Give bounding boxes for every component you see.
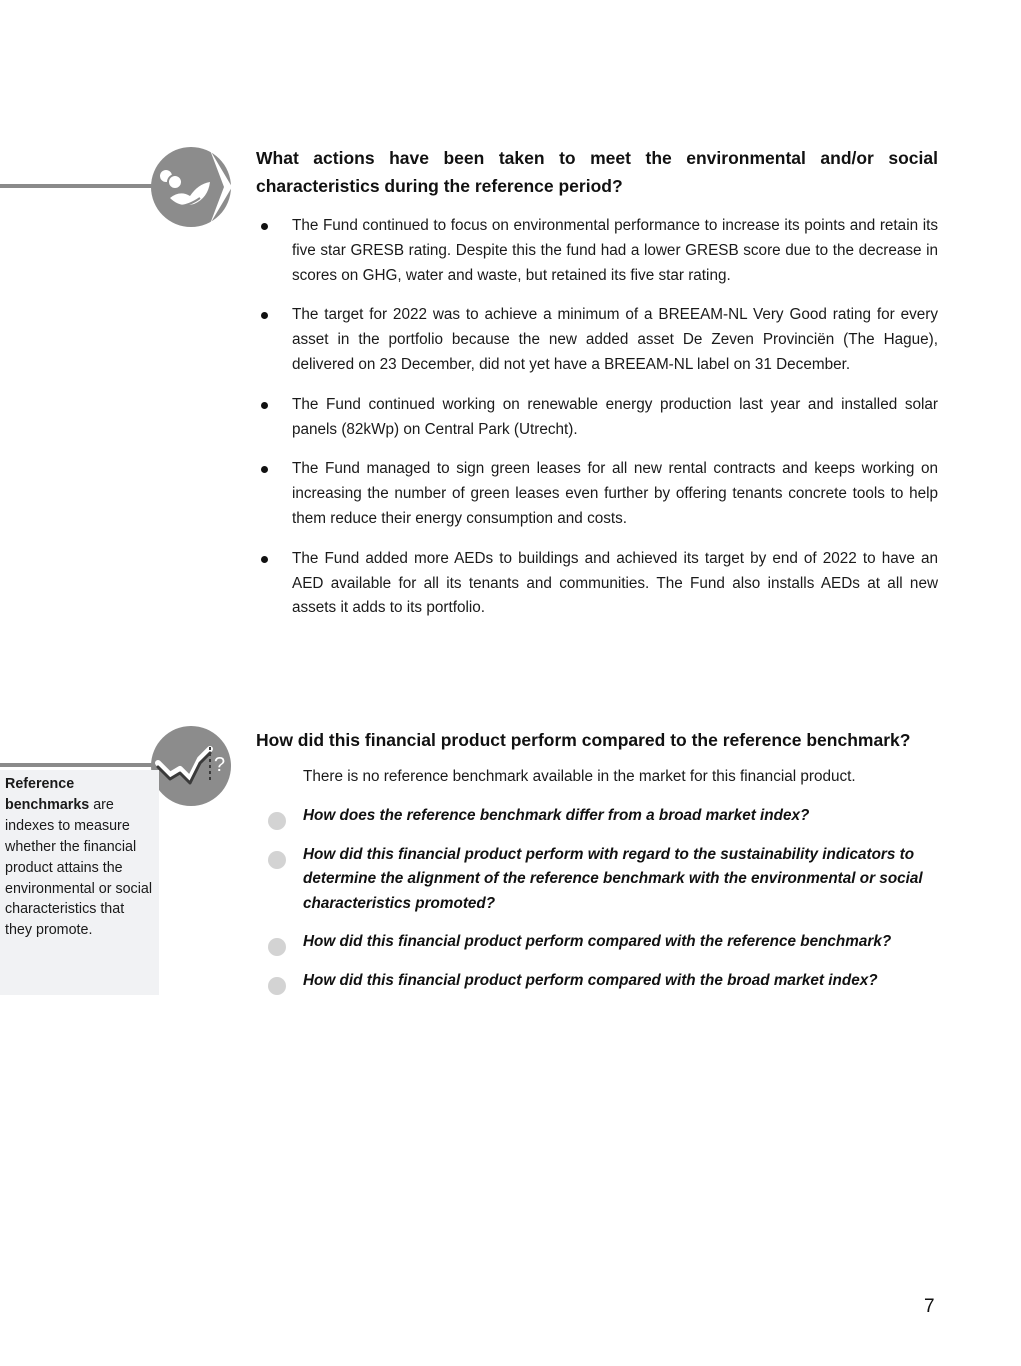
list-item: The target for 2022 was to achieve a minimum of a BREEAM-NL Very Good rating for every asset in the portfolio because the new added asset De Zeven Provinciën (The Hague), delivered on 23 December, did not yet have a BREEAM-NL label on 31 December. — [256, 303, 938, 377]
list-item: How does the reference benchmark differ from a broad market index? — [266, 804, 946, 829]
bullet-icon — [261, 223, 268, 230]
benchmark-question-list — [266, 804, 946, 1007]
list-item: How did this financial product perform compared with the broad market index? — [266, 969, 946, 994]
actions-bullet-list — [256, 214, 938, 636]
grey-bullet-icon — [268, 851, 286, 869]
list-item: The Fund continued to focus on environmental performance to increase its points and retain its five star GRESB rating. Despite this the fund had a lower GRESB score due to the decrease in scores on GHG, water and waste, but retained its five star rating. — [256, 214, 938, 288]
section-divider-line — [0, 184, 160, 188]
no-benchmark-statement: There is no reference benchmark available in the market for this financial product. — [303, 768, 856, 785]
benchmark-trend-icon — [150, 725, 232, 807]
list-item: The Fund managed to sign green leases for all new rental contracts and keeps working on increasing the number of green leases even further by offering tenants concrete tools to help them reduce their energy consumption and costs. — [256, 457, 938, 531]
grey-bullet-icon — [268, 812, 286, 830]
grey-bullet-icon — [268, 977, 286, 995]
list-item: The Fund added more AEDs to buildings and achieved its target by end of 2022 to have an AED available for all its tenants and communities. The Fund also installs AEDs at all new assets it adds to its portfolio. — [256, 547, 938, 621]
actions-heading: What actions have been taken to meet the environmental and/or social characteristics during the reference period? — [256, 148, 938, 196]
definition-sidebar — [0, 770, 159, 995]
list-item: How did this financial product perform with regard to the sustainability indicators to determine the alignment of the reference benchmark with the environmental or social characteristics promoted? — [266, 843, 946, 917]
bullet-icon — [261, 312, 268, 319]
sidebar-term: Reference benchmarks — [5, 776, 90, 813]
benchmark-heading: How did this financial product perform compared to the reference benchmark? — [256, 730, 911, 750]
bullet-icon — [261, 556, 268, 563]
grey-bullet-icon — [268, 938, 286, 956]
list-item: How did this financial product perform compared with the reference benchmark? — [266, 930, 946, 955]
bullet-icon — [261, 402, 268, 409]
bullet-icon — [261, 466, 268, 473]
actions-arrow-icon — [150, 146, 232, 228]
list-item: The Fund continued working on renewable energy production last year and installed solar panels (82kWp) on Central Park (Utrecht). — [256, 393, 938, 443]
section-divider-line — [0, 763, 160, 767]
svg-text:?: ? — [214, 754, 226, 776]
page-number: 7 — [924, 1296, 935, 1317]
sidebar-definition: are indexes to measure whether the financial product attains the environmental or social characteristics that they promote. — [5, 796, 153, 939]
